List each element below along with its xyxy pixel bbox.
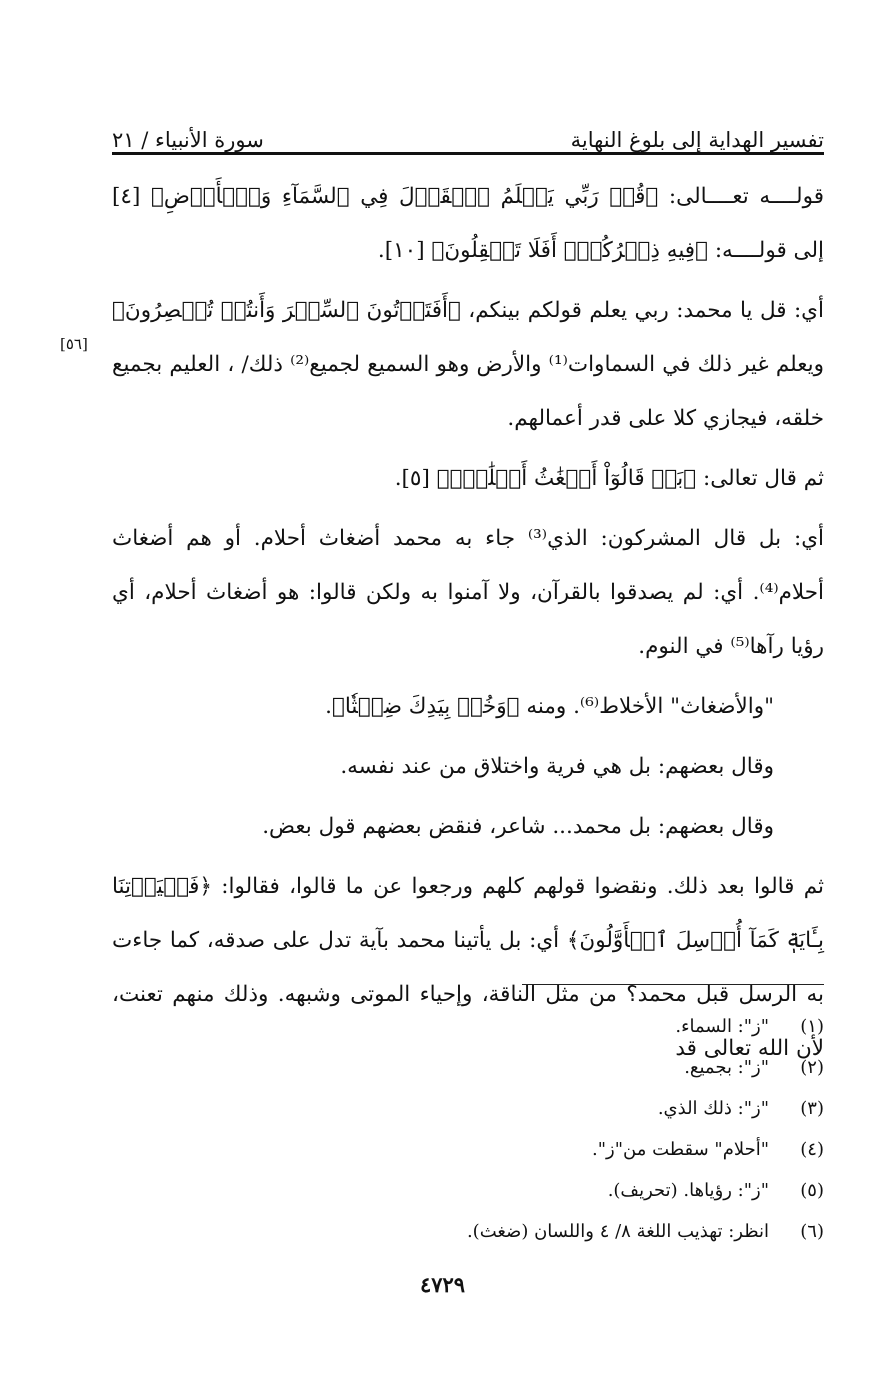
paragraph-verse-5: ثم قال تعالى: ﴿بَلۡ قَالُوٓاْ أَضۡغَٰثُ أَحۡلَٰمِۭ﴾ [٥]. [394, 466, 824, 491]
paragraph-verse-intro: قولــــه تعــــالى: ﴿قُلۡ رَبِّي يَعۡلَمُ ٱلۡقَوۡلَ فِي ٱلسَّمَآءِ وَٱلۡأَرۡضِ﴾ [٤] إلى قولــــه: ﴿فِيهِ ذِكۡرُكُمۡۚ أَفَلَا تَعۡقِلُونَ﴾ [١٠]. [112, 184, 824, 263]
book-title: تفسير الهداية إلى بلوغ النهاية [570, 128, 824, 152]
footnotes [112, 1006, 824, 1252]
footnote-text: "ز": بجميع. [684, 1057, 769, 1078]
surah-title: سورة الأنبياء / ٢١ [112, 128, 264, 152]
footnote-text: "ز": السماء. [675, 1016, 769, 1037]
footnote-item [112, 1047, 824, 1088]
footnote-item [112, 1170, 824, 1211]
header-rule [112, 152, 824, 155]
footnote-number: (١) [800, 1016, 824, 1037]
footnote-text: انظر: تهذيب اللغة ٨/ ٤ واللسان (ضغث). [466, 1221, 769, 1242]
footnote-rule [522, 984, 824, 985]
footnote-text: "ز": رؤياها. (تحريف). [607, 1180, 769, 1201]
paragraph-opinion-1: وقال بعضهم: بل هي فرية واختلاق من عند نفسه. [340, 754, 774, 779]
paragraph-commentary-2: أي: بل قال المشركون: الذي⁽³⁾ جاء به محمد أضغاث أحلام. أو هم أضغاث أحلام⁽⁴⁾. أي: لم يصدقوا بالقرآن، ولا آمنوا به ولكن قالوا: هو أضغاث أحلام، أي رؤيا رآها⁽⁵⁾ في النوم. [112, 526, 824, 659]
footnote-number: (٢) [800, 1057, 824, 1078]
footnote-item [112, 1006, 824, 1047]
footnote-number: (٦) [800, 1221, 824, 1242]
margin-page-reference: [٥٦] [60, 335, 88, 353]
footnote-item [112, 1088, 824, 1129]
footnote-text: "أحلام" سقطت من"ز". [592, 1139, 769, 1160]
page-number: ٤٧٢٩ [419, 1272, 466, 1297]
running-header [112, 112, 824, 152]
footnote-item [112, 1211, 824, 1252]
paragraph-commentary-3: ثم قالوا بعد ذلك. ونقضوا قولهم كلهم ورجعوا عن ما قالوا، فقالوا: ﴿فَلۡيَأۡتِنَا بِـَٔايَةٖ كَمَآ أُرۡسِلَ ٱلۡأَوَّلُونَ﴾ أي: بل يأتينا محمد بآية تدل على صدقه، كما جاءت به الرسل قبل محمد؟ من مثل الناقة، وإحياء الموتى وشبهه. وذلك منهم تعنت، لأن الله تعالى قد [112, 874, 824, 1061]
main-text [112, 170, 824, 1082]
paragraph-adghath: "والأضغاث" الأخلاط⁽⁶⁾. ومنه ﴿وَخُذۡ بِيَدِكَ ضِغۡثٗا﴾. [325, 694, 774, 719]
footnote-text: "ز": ذلك الذي. [657, 1098, 769, 1119]
footnote-number: (٤) [800, 1139, 824, 1160]
paragraph-opinion-2: وقال بعضهم: بل محمد... شاعر، فنقض بعضهم قول بعض. [262, 814, 774, 839]
footnote-number: (٣) [800, 1098, 824, 1119]
paragraph-commentary-1: أي: قل يا محمد: ربي يعلم قولكم بينكم، ﴿أَفَتَأۡتُونَ ٱلسِّحۡرَ وَأَنتُمۡ تُبۡصِرُونَ﴾ ويعلم غير ذلك في السماوات⁽¹⁾ والأرض وهو السميع لجميع⁽²⁾ ذلك/ ، العليم بجميع خلقه، فيجازي كلا على قدر أعمالهم. [112, 298, 824, 431]
footnote-item [112, 1129, 824, 1170]
footnote-number: (٥) [800, 1180, 824, 1201]
